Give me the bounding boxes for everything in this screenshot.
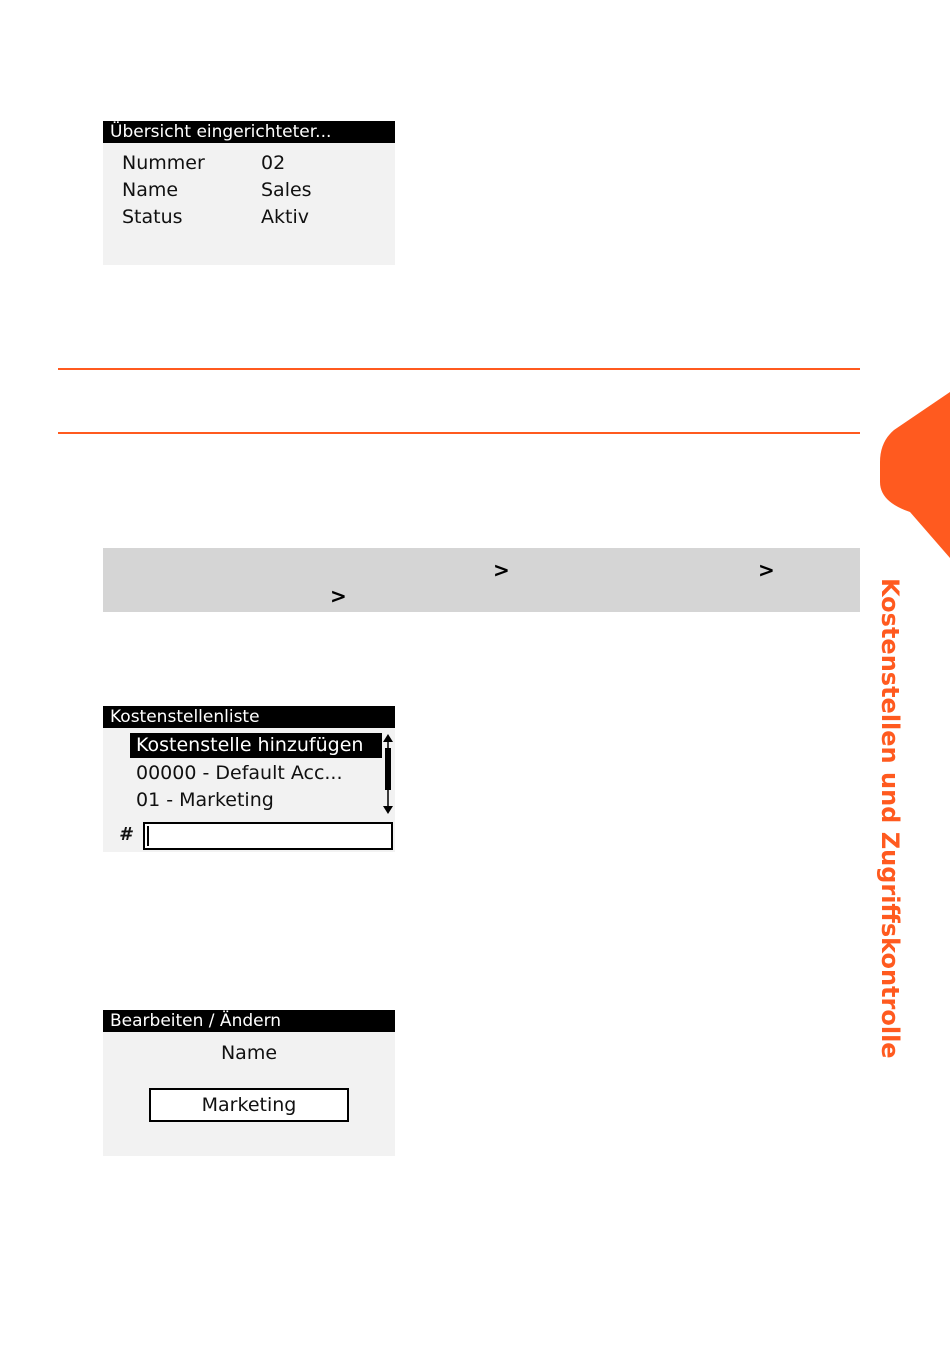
list-item-add-cost-center[interactable]: Kostenstelle hinzufügen — [130, 733, 382, 758]
overview-value-number: 02 — [261, 152, 286, 174]
overview-label-number: Nummer — [122, 152, 205, 174]
chapter-tab-marker — [880, 392, 950, 558]
edit-screen-title: Bearbeiten / Ändern — [103, 1010, 395, 1032]
section-divider-top — [58, 368, 860, 370]
name-input[interactable]: Marketing — [149, 1088, 349, 1122]
section-divider-bottom — [58, 432, 860, 434]
list-item-default-account[interactable]: 00000 - Default Acc... — [136, 762, 343, 784]
scroll-down-icon — [383, 806, 393, 814]
path-separator: > — [330, 584, 347, 608]
scroll-up-icon — [383, 734, 393, 742]
cost-center-number-input[interactable] — [143, 822, 393, 850]
overview-screen — [103, 121, 395, 265]
overview-screen-title: Übersicht eingerichteter... — [103, 121, 395, 143]
chapter-title: Kostenstellen und Zugriffskontrolle — [876, 578, 904, 1059]
path-separator: > — [758, 558, 775, 582]
list-item-marketing[interactable]: 01 - Marketing — [136, 789, 274, 811]
overview-label-name: Name — [122, 179, 179, 201]
cost-center-list-screen — [103, 706, 395, 852]
search-hash-label: # — [119, 824, 132, 845]
list-screen-title: Kostenstellenliste — [103, 706, 395, 728]
overview-label-status: Status — [122, 206, 183, 228]
scroll-thumb — [385, 748, 391, 790]
edit-screen — [103, 1010, 395, 1156]
path-separator: > — [493, 558, 510, 582]
overview-value-status: Aktiv — [261, 206, 309, 228]
list-scrollbar[interactable] — [381, 734, 395, 814]
menu-path-bar — [103, 548, 860, 612]
overview-value-name: Sales — [261, 179, 312, 201]
edit-field-label: Name — [220, 1042, 278, 1064]
